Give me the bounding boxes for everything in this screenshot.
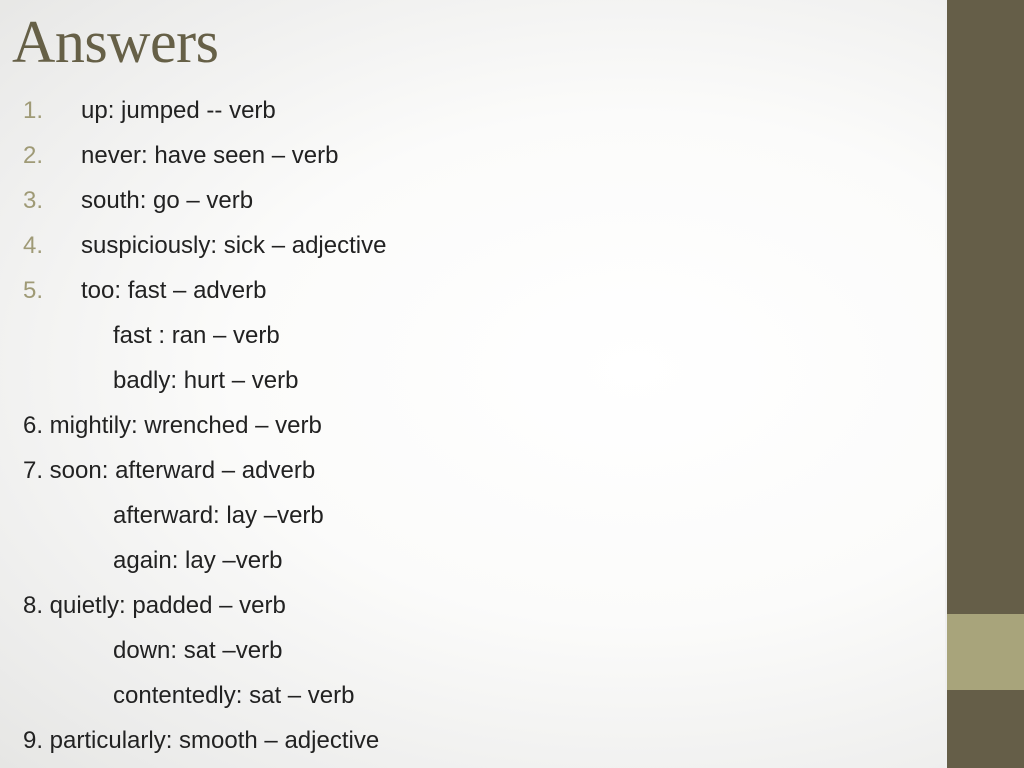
sidebar-accent-block <box>947 614 1024 690</box>
answer-text: never: have seen – verb <box>81 142 339 169</box>
answer-line <box>0 448 940 493</box>
answer-subline <box>0 493 940 538</box>
answer-subline <box>0 673 940 718</box>
answer-text: 7. soon: afterward – adverb <box>23 457 316 484</box>
answer-text: badly: hurt – verb <box>113 367 299 394</box>
answer-subline <box>0 628 940 673</box>
answer-text: 9. particularly: smooth – adjective <box>23 727 380 754</box>
answer-text: contentedly: sat – verb <box>113 682 355 709</box>
answer-line <box>0 583 940 628</box>
answer-line <box>0 178 940 223</box>
answer-text: south: go – verb <box>81 187 254 214</box>
answer-text: fast : ran – verb <box>113 322 280 349</box>
answer-list <box>0 88 940 763</box>
answer-line <box>0 88 940 133</box>
answer-line <box>0 403 940 448</box>
list-number: 5. <box>23 277 44 304</box>
answer-line <box>0 268 940 313</box>
slide-title: Answers <box>12 9 219 75</box>
answer-text: 6. mightily: wrenched – verb <box>23 412 322 439</box>
answer-line <box>0 133 940 178</box>
answer-line <box>0 718 940 763</box>
answer-text: again: lay –verb <box>113 547 283 574</box>
list-number: 1. <box>23 97 44 124</box>
list-number: 3. <box>23 187 44 214</box>
answer-subline <box>0 358 940 403</box>
answer-text: afterward: lay –verb <box>113 502 324 529</box>
answer-text: 8. quietly: padded – verb <box>23 592 286 619</box>
list-number: 4. <box>23 232 44 259</box>
list-number: 2. <box>23 142 44 169</box>
answer-subline <box>0 313 940 358</box>
answer-line <box>0 223 940 268</box>
answer-text: too: fast – adverb <box>81 277 267 304</box>
answer-text: down: sat –verb <box>113 637 283 664</box>
answer-text: up: jumped -- verb <box>81 97 276 124</box>
answer-subline <box>0 538 940 583</box>
answer-text: suspiciously: sick – adjective <box>81 232 387 259</box>
